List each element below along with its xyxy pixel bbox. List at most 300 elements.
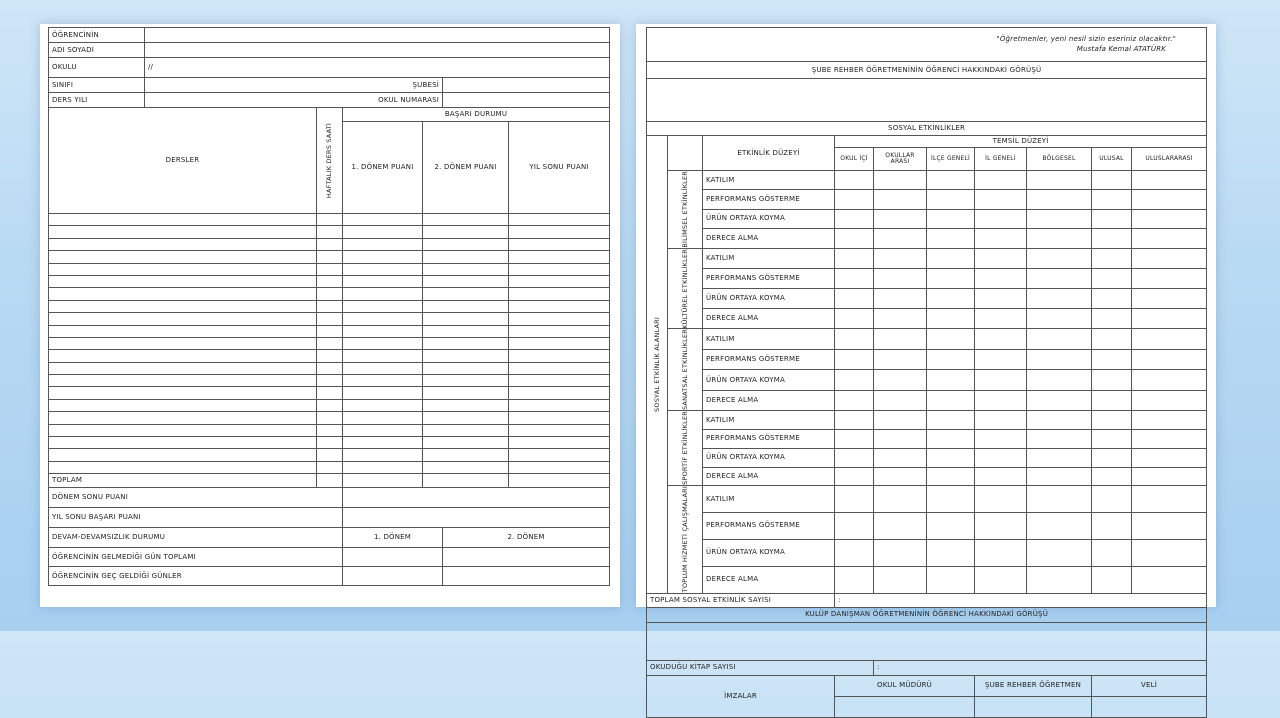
donem2-cell	[423, 214, 509, 226]
activity-cell	[835, 229, 874, 248]
activity-item-label: KATILIM	[703, 248, 835, 268]
activity-item-label: PERFORMANS GÖSTERME	[703, 349, 835, 370]
yil-sonu-basari-row	[49, 508, 610, 528]
ders-name-cell	[49, 214, 317, 226]
donem2-label: 2. DÖNEM	[443, 528, 610, 548]
donem1-cell	[343, 226, 423, 238]
table-cell	[343, 567, 443, 586]
devam-devamsizlik-label: DEVAM-DEVAMSIZLIK DURUMU	[49, 528, 343, 548]
ataturk-quote	[647, 28, 1207, 62]
ders-saat-cell	[317, 325, 343, 337]
activity-cell	[874, 370, 927, 391]
field-value	[145, 43, 610, 58]
activity-cell	[1092, 430, 1132, 449]
donem1-cell	[343, 288, 423, 300]
sosyal-etkinlikler-header: SOSYAL ETKİNLİKLER	[647, 122, 1207, 136]
activity-cell	[1027, 229, 1092, 248]
activity-cell	[1027, 309, 1092, 329]
donem1-cell	[343, 300, 423, 312]
activity-cell	[927, 411, 975, 430]
activity-row	[647, 229, 1207, 248]
activity-cell	[927, 248, 975, 268]
activity-cell	[975, 467, 1027, 486]
activity-cell	[1132, 309, 1207, 329]
student-grades-table	[48, 27, 610, 586]
ders-name-cell	[49, 412, 317, 424]
activity-cell	[835, 329, 874, 350]
activity-cell	[1027, 430, 1092, 449]
activity-cell	[927, 566, 975, 593]
ders-row	[49, 362, 610, 374]
activity-item-label: ÜRÜN ORTAYA KOYMA	[703, 448, 835, 467]
activity-item-label: DERECE ALMA	[703, 390, 835, 411]
activity-row	[647, 539, 1207, 566]
activity-cell	[975, 513, 1027, 540]
activity-item-label: PERFORMANS GÖSTERME	[703, 430, 835, 449]
donem1-label: 1. DÖNEM	[343, 528, 443, 548]
donem-sonu-puani-label: DÖNEM SONU PUANI	[49, 488, 343, 508]
activity-cell	[1132, 190, 1207, 209]
activity-cell	[1027, 486, 1092, 513]
table-cell	[343, 548, 443, 567]
activity-cell	[975, 349, 1027, 370]
donem2-cell	[423, 313, 509, 325]
yil-sonu-cell	[509, 325, 610, 337]
activity-cell	[1132, 513, 1207, 540]
activity-cell	[835, 268, 874, 288]
donem1-cell	[343, 399, 423, 411]
activity-cell	[1027, 467, 1092, 486]
table-cell	[423, 474, 509, 488]
activity-cell	[1092, 309, 1132, 329]
activity-cell	[975, 309, 1027, 329]
activity-cell	[927, 513, 975, 540]
activity-cell	[874, 229, 927, 248]
activity-cell	[835, 390, 874, 411]
activity-cell	[975, 209, 1027, 228]
dersler-header: DERSLER	[49, 108, 317, 214]
donem1-cell	[343, 214, 423, 226]
activity-cell	[927, 486, 975, 513]
activity-cell	[1132, 349, 1207, 370]
activity-cell	[1027, 370, 1092, 391]
ders-saat-cell	[317, 313, 343, 325]
yil-sonu-cell	[509, 437, 610, 449]
activity-item-label: DERECE ALMA	[703, 467, 835, 486]
activity-cell	[835, 513, 874, 540]
ders-row	[49, 424, 610, 436]
activity-cell	[835, 288, 874, 308]
yil-sonu-cell	[509, 288, 610, 300]
ders-saat-cell	[317, 238, 343, 250]
ders-yili-label: DERS YILI	[49, 93, 145, 108]
activity-cell	[927, 171, 975, 190]
activity-cell	[975, 448, 1027, 467]
donem2-cell	[423, 437, 509, 449]
activity-cell	[927, 349, 975, 370]
donem1-cell	[343, 325, 423, 337]
activity-cell	[1092, 390, 1132, 411]
activity-item-label: DERECE ALMA	[703, 309, 835, 329]
donem1-cell	[343, 387, 423, 399]
ders-saat-cell	[317, 449, 343, 461]
left-page	[40, 24, 620, 607]
activity-cell	[975, 390, 1027, 411]
activity-cell	[874, 190, 927, 209]
donem1-cell	[343, 375, 423, 387]
ders-name-cell	[49, 362, 317, 374]
activity-cell	[835, 171, 874, 190]
donem1-cell	[343, 461, 423, 473]
activity-cell	[1092, 171, 1132, 190]
table-cell	[509, 474, 610, 488]
activity-cell	[1027, 190, 1092, 209]
donem2-cell	[423, 251, 509, 263]
toplam-sosyal-row	[647, 593, 1207, 607]
ders-row	[49, 263, 610, 275]
activity-row	[647, 566, 1207, 593]
sosyal-etkinlikler-row	[647, 122, 1207, 136]
activity-cell	[975, 190, 1027, 209]
ders-name-cell	[49, 399, 317, 411]
activity-row	[647, 513, 1207, 540]
toplam-sosyal-etkinlik-value: :	[835, 593, 1207, 607]
yil-sonu-basari-value	[343, 508, 610, 528]
activity-cell	[1027, 566, 1092, 593]
activity-item-label: PERFORMANS GÖSTERME	[703, 513, 835, 540]
activity-cell	[1092, 370, 1132, 391]
activity-cell	[1132, 288, 1207, 308]
activity-cell	[874, 467, 927, 486]
activity-row	[647, 430, 1207, 449]
temsil-column-header: BÖLGESEL	[1027, 148, 1092, 171]
activity-cell	[1132, 411, 1207, 430]
activity-cell	[927, 390, 975, 411]
ders-name-cell	[49, 238, 317, 250]
donem1-cell	[343, 449, 423, 461]
activity-cell	[874, 486, 927, 513]
ders-saat-cell	[317, 412, 343, 424]
activity-row	[647, 171, 1207, 190]
activity-row	[647, 190, 1207, 209]
activity-cell	[1027, 448, 1092, 467]
ders-row	[49, 375, 610, 387]
ders-row	[49, 288, 610, 300]
okul-numarasi-value	[443, 93, 610, 108]
toplam-row	[49, 474, 610, 488]
activity-row	[647, 309, 1207, 329]
yil-sonu-cell	[509, 214, 610, 226]
activity-cell	[1132, 486, 1207, 513]
activity-cell	[1132, 229, 1207, 248]
quote-text: "Öğretmenler, yeni nesil sizin eseriniz olacaktır."	[996, 35, 1177, 44]
ders-saat-cell	[317, 300, 343, 312]
yil-sonu-cell	[509, 226, 610, 238]
donem2-cell	[423, 325, 509, 337]
activity-item-label: ÜRÜN ORTAYA KOYMA	[703, 539, 835, 566]
sube-rehber-header-row	[647, 62, 1207, 79]
activity-cell	[1132, 329, 1207, 350]
activity-cell	[975, 411, 1027, 430]
ders-saat-cell	[317, 337, 343, 349]
activity-item-label: ÜRÜN ORTAYA KOYMA	[703, 209, 835, 228]
activity-cell	[1092, 248, 1132, 268]
yil-sonu-cell	[509, 275, 610, 287]
activity-cell	[1132, 566, 1207, 593]
yil-sonu-cell	[509, 412, 610, 424]
ders-row	[49, 313, 610, 325]
activity-cell	[975, 248, 1027, 268]
activity-cell	[874, 539, 927, 566]
activity-cell	[927, 539, 975, 566]
field-label: ADI SOYADI	[49, 43, 145, 58]
activity-cell	[975, 430, 1027, 449]
gelmedigi-row	[49, 548, 610, 567]
activity-item-label: PERFORMANS GÖSTERME	[703, 190, 835, 209]
donem2-cell	[423, 350, 509, 362]
yil-sonu-cell	[509, 387, 610, 399]
activity-cell	[1092, 486, 1132, 513]
temsil-column-header: ULUSLARARASI	[1132, 148, 1207, 171]
activity-cell	[975, 288, 1027, 308]
right-page	[636, 24, 1216, 700]
activity-cell	[1092, 566, 1132, 593]
activity-cell	[1092, 467, 1132, 486]
donem1-cell	[343, 437, 423, 449]
activity-cell	[1132, 390, 1207, 411]
table-cell	[343, 474, 423, 488]
ders-saat-cell	[317, 214, 343, 226]
activity-group-label-text: SANATSAL ETKİNLİKLER	[680, 329, 689, 411]
activity-row	[647, 209, 1207, 228]
donem2-cell	[423, 387, 509, 399]
activity-cell	[835, 430, 874, 449]
activity-cell	[874, 329, 927, 350]
activity-cell	[835, 486, 874, 513]
sube-rehber-gorus-header: ŞUBE REHBER ÖĞRETMENİNİN ÖĞRENCİ HAKKINDAKİ GÖRÜŞÜ	[647, 62, 1207, 79]
activity-row	[647, 486, 1207, 513]
subesi-label: ŞUBESİ	[145, 78, 443, 93]
activity-item-label: KATILIM	[703, 486, 835, 513]
yil-sonu-cell	[509, 461, 610, 473]
donem2-cell	[423, 275, 509, 287]
donem2-cell	[423, 300, 509, 312]
activity-cell	[1132, 370, 1207, 391]
donem2-cell	[423, 337, 509, 349]
ders-row	[49, 251, 610, 263]
activity-cell	[1027, 329, 1092, 350]
activity-cell	[1027, 349, 1092, 370]
donem1-cell	[343, 350, 423, 362]
activity-item-label: PERFORMANS GÖSTERME	[703, 268, 835, 288]
activity-group-label-text: TOPLUM HİZMETİ ÇALIŞMALARI	[680, 486, 689, 593]
ders-row	[49, 214, 610, 226]
donem1-cell	[343, 251, 423, 263]
activity-cell	[975, 329, 1027, 350]
field-label: OKULU	[49, 58, 145, 78]
temsil-column-header: ULUSAL	[1092, 148, 1132, 171]
yil-sonu-cell	[509, 313, 610, 325]
header-row	[49, 43, 610, 58]
header-row	[49, 28, 610, 43]
activity-cell	[1027, 288, 1092, 308]
activity-cell	[927, 209, 975, 228]
activity-cell	[1092, 268, 1132, 288]
yil-sonu-puani-header: YIL SONU PUANI	[509, 122, 610, 214]
activity-cell	[1027, 390, 1092, 411]
activity-item-label: ÜRÜN ORTAYA KOYMA	[703, 370, 835, 391]
kitap-row	[647, 660, 1207, 675]
header-row	[49, 58, 610, 78]
activity-row	[647, 268, 1207, 288]
activity-group-label	[668, 171, 703, 249]
ders-name-cell	[49, 449, 317, 461]
activity-cell	[874, 309, 927, 329]
activity-group-label	[668, 329, 703, 411]
activity-row	[647, 370, 1207, 391]
basari-header-row	[49, 108, 610, 122]
activity-cell	[975, 486, 1027, 513]
ders-row	[49, 461, 610, 473]
donem2-puani-header: 2. DÖNEM PUANI	[423, 122, 509, 214]
ders-saat-cell	[317, 275, 343, 287]
activity-cell	[1132, 539, 1207, 566]
activity-cell	[835, 539, 874, 566]
activity-cell	[874, 390, 927, 411]
donem2-cell	[423, 238, 509, 250]
haftalik-ders-saati-header-text: HAFTALIK DERS SAATİ	[325, 122, 334, 199]
ders-saat-cell	[317, 263, 343, 275]
basari-durumu-header: BAŞARI DURUMU	[343, 108, 610, 122]
activity-cell	[1092, 190, 1132, 209]
ders-saat-cell	[317, 350, 343, 362]
ders-name-cell	[49, 387, 317, 399]
activity-cell	[1027, 411, 1092, 430]
activity-cell	[975, 229, 1027, 248]
ders-saat-cell	[317, 288, 343, 300]
activity-cell	[835, 309, 874, 329]
activity-cell	[874, 248, 927, 268]
activity-cell	[1092, 411, 1132, 430]
ders-saat-cell	[317, 226, 343, 238]
veli-label: VELİ	[1092, 675, 1207, 696]
ders-name-cell	[49, 313, 317, 325]
year-row	[49, 93, 610, 108]
social-activities-table	[646, 27, 1207, 718]
ders-row	[49, 350, 610, 362]
activity-cell	[835, 566, 874, 593]
donem1-cell	[343, 424, 423, 436]
kulup-danisman-gorus-body	[647, 622, 1207, 660]
donem-sonu-row	[49, 488, 610, 508]
activity-cell	[1092, 513, 1132, 540]
temsil-column-header: OKULLAR ARASI	[874, 148, 927, 171]
yil-sonu-cell	[509, 251, 610, 263]
activity-cell	[874, 566, 927, 593]
yil-sonu-cell	[509, 263, 610, 275]
donem2-cell	[423, 424, 509, 436]
imza-row-1	[647, 675, 1207, 696]
kulup-danisman-gorus-header: KULÜP DANIŞMAN ÖĞRETMENİNİN ÖĞRENCİ HAKKINDAKİ GÖRÜŞÜ	[647, 607, 1207, 622]
ders-row	[49, 337, 610, 349]
activity-item-label: KATILIM	[703, 171, 835, 190]
sosyal-etkinlik-alanlari	[647, 136, 668, 594]
ders-row	[49, 226, 610, 238]
ders-row	[49, 325, 610, 337]
gec-geldigi-label: ÖĞRENCİNİN GEÇ GELDİĞİ GÜNLER	[49, 567, 343, 586]
yil-sonu-cell	[509, 337, 610, 349]
donem2-cell	[423, 288, 509, 300]
donem1-cell	[343, 412, 423, 424]
activity-cell	[874, 448, 927, 467]
activity-cell	[835, 370, 874, 391]
sube-rehber-gorus-body	[647, 79, 1207, 122]
activity-cell	[1132, 209, 1207, 228]
activity-cell	[1027, 171, 1092, 190]
yil-sonu-cell	[509, 449, 610, 461]
temsil-column-header: OKUL İÇİ	[835, 148, 874, 171]
activity-cell	[927, 229, 975, 248]
activity-cell	[874, 411, 927, 430]
ders-name-cell	[49, 437, 317, 449]
kulup-header-row	[647, 607, 1207, 622]
activity-cell	[975, 171, 1027, 190]
activity-item-label: DERECE ALMA	[703, 229, 835, 248]
yil-sonu-cell	[509, 300, 610, 312]
ders-row	[49, 238, 610, 250]
activity-cell	[874, 349, 927, 370]
gelmedigi-gun-label: ÖĞRENCİNİN GELMEDİĞİ GÜN TOPLAMI	[49, 548, 343, 567]
activity-cell	[874, 513, 927, 540]
activity-cell	[975, 268, 1027, 288]
activity-item-label: KATILIM	[703, 411, 835, 430]
ders-saat-cell	[317, 461, 343, 473]
activity-row	[647, 248, 1207, 268]
ders-name-cell	[49, 424, 317, 436]
field-value: //	[145, 58, 610, 78]
activity-cell	[927, 370, 975, 391]
quote-row	[647, 28, 1207, 62]
imzalar-label: İMZALAR	[647, 675, 835, 717]
ders-name-cell	[49, 337, 317, 349]
activity-cell	[835, 248, 874, 268]
yil-sonu-cell	[509, 375, 610, 387]
activity-item-label: KATILIM	[703, 329, 835, 350]
ders-name-cell	[49, 251, 317, 263]
activity-cell	[1092, 539, 1132, 566]
sube-rehber-body-row	[647, 79, 1207, 122]
table-cell	[317, 474, 343, 488]
okul-muduru-signature	[835, 696, 975, 717]
activity-row	[647, 329, 1207, 350]
activity-cell	[1132, 467, 1207, 486]
activity-cell	[1132, 448, 1207, 467]
activity-cell	[874, 430, 927, 449]
activity-cell	[1092, 448, 1132, 467]
ders-name-cell	[49, 226, 317, 238]
activity-cell	[927, 309, 975, 329]
ders-row	[49, 449, 610, 461]
activity-cell	[975, 539, 1027, 566]
okul-numarasi-label: OKUL NUMARASI	[145, 93, 443, 108]
activity-cell	[1132, 248, 1207, 268]
ders-name-cell	[49, 325, 317, 337]
temsil-column-header: İL GENELİ	[975, 148, 1027, 171]
activity-cell	[1027, 513, 1092, 540]
yil-sonu-basari-label: YIL SONU BAŞARI PUANI	[49, 508, 343, 528]
table-cell	[443, 548, 610, 567]
activity-cell	[975, 370, 1027, 391]
